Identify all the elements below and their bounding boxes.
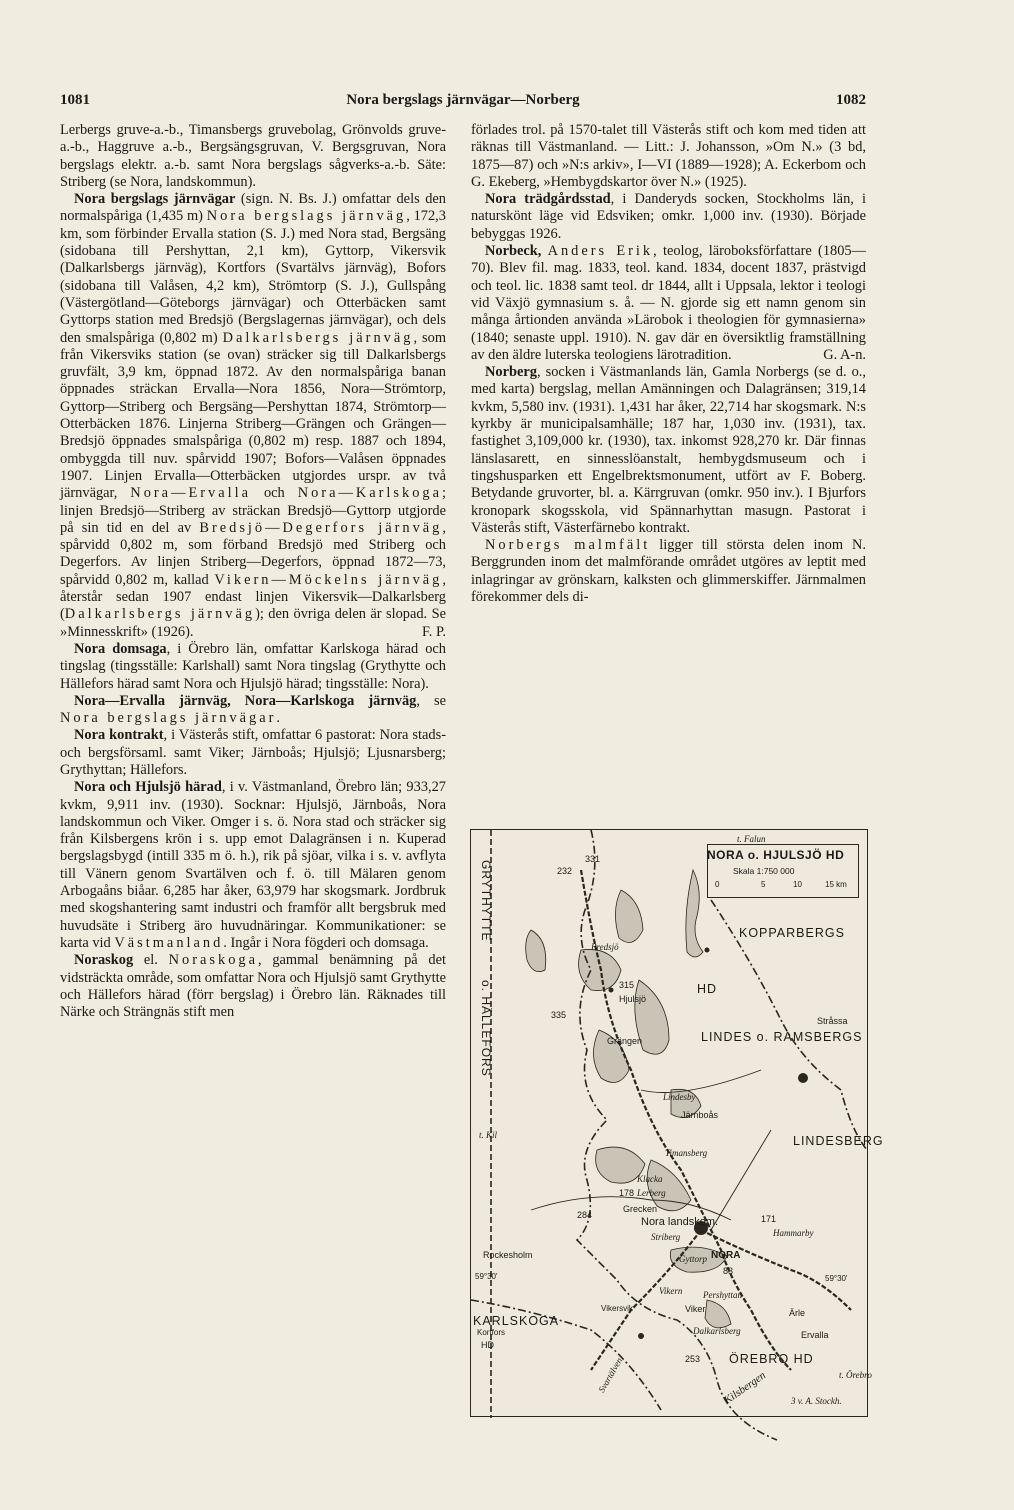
spaced-term: Dalkarlsbergs järnväg: [64, 606, 256, 623]
text: .: [276, 710, 280, 727]
place-label: Klacka: [637, 1174, 663, 1184]
place-label: Vikersvik: [601, 1304, 633, 1313]
text: , i Västerås stift, omfattar 6 pastorat: Nora stads- och bergsförsaml. samt Viker; Järnboås; Hjulsjö; Ljusnarsberg; Grythyttan; Hällefors.: [60, 727, 446, 778]
place-label: Nora landskom.: [641, 1216, 719, 1228]
region-label: HD: [697, 982, 718, 996]
spaced-term: Nora—Ervalla: [130, 485, 252, 502]
place-label: HD: [481, 1340, 494, 1350]
spaced-term: Nora bergslags järnväg: [206, 208, 407, 225]
right-column: [471, 122, 866, 606]
place-label: Ärle: [789, 1308, 806, 1318]
entry-norbeck: [471, 243, 866, 364]
place-label: Bredsjö: [591, 942, 619, 952]
page-number-right: 1082: [836, 92, 866, 108]
latitude-label: 59°30': [475, 1272, 498, 1281]
place-label: 284: [577, 1210, 593, 1220]
place-label: 253: [685, 1354, 701, 1364]
place-label: Gyttorp: [679, 1254, 707, 1264]
paragraph: Lerbergs gruve-a.-b., Timansbergs gruvebolag, Grönvolds gruve-a.-b., Haggruve a.-b., Bergsängsgruvan, V. Bergsgruvan, Nora bergslags elektr. a.-b. samt Nora bergslags sågverks-a.-b. Säte: Striberg (se Nora, landskommun).: [60, 122, 446, 190]
place-label: Dalkarlsberg: [693, 1326, 741, 1336]
place-label: Svartälven: [596, 1355, 625, 1395]
entry-head: Nora—Ervalla järnväg, Nora—Karlskoga järnväg: [74, 692, 417, 709]
scale-tick: 0: [715, 880, 720, 889]
district-boundary: [577, 830, 777, 1440]
place-label: 335: [551, 1010, 567, 1020]
text: , se: [416, 692, 446, 709]
region-label: KOPPARBERGS: [739, 926, 845, 940]
place-label: Pershyttan: [703, 1290, 742, 1300]
entry-head: Nora bergslags järnvägar: [74, 191, 236, 208]
place-label: Stråssa: [817, 1016, 848, 1026]
place-label: Järnboås: [681, 1110, 719, 1120]
page-header: [60, 92, 866, 114]
place-label: Striberg: [651, 1232, 681, 1242]
scale-tick: 10: [793, 880, 802, 889]
text: , i Örebro län, omfattar Karlskoga härad och tingslag (tingsställe: Karlshall) samt Nora tingslag (Grythytte och Hällefors härad samt Nora och Hjulsjö härad; tingsställe: Nora).: [60, 640, 447, 692]
text: (sign. N. Bs. J.) omfattar dels den normalspåriga (1,435 m): [60, 191, 446, 225]
entry-head: Noraskog: [74, 952, 134, 969]
region-label: LINDES o. RAMSBERGS: [701, 1030, 863, 1044]
text: . Ingår i Nora fögderi och domsaga.: [223, 934, 429, 951]
text: , i v. Västmanland, Örebro län; 933,27 kvkm, 9,911 inv. (1930). Socknar: Hjulsjö, Järnboås, Nora landskommun och Viker. Omger i s. ö. Nora stad och sträcker sig från Kilsbergens krön i s. upp emot Dalagränsen i n. Kuperad bergslagsbygd (intill 335 m ö. h.), rik på sjöar, vilka i s. v. avflyta till Vänern genom Svartälven och f. ö. till Mälaren genom Arbogaåns biåar. 6,285 har åker, 63,979 har skogsmark. Jordbruk med skogshantering samt industri och framför allt bergsbruk med huvudsäte i Striberg äro huvudnäringar. Kommunikationer: se karta vid: [60, 779, 446, 951]
spaced-term: Västmanland: [114, 934, 224, 951]
town-dot: [638, 1333, 644, 1339]
signature: F. P.: [421, 623, 446, 640]
town-dot: [798, 1073, 808, 1083]
entry-head: Norbeck,: [485, 243, 542, 260]
scale-tick: 15 km: [825, 880, 847, 889]
spaced-term: Dalkarlsbergs järnväg: [222, 329, 414, 346]
region-label: LINDESBERG: [793, 1134, 884, 1148]
spaced-term: Noraskoga: [168, 952, 258, 969]
entry-head: Nora trädgårdsstad: [485, 191, 611, 208]
town-dot: [609, 988, 614, 993]
region-label: KARLSKOGA: [473, 1314, 560, 1328]
paragraph: förlades trol. på 1570-talet till Västerås stift och kom med tiden att räknas till Västmanland. — Litt.: J. Johansson, »Om N.» (3 bd, 1875—87) och »N:s arkiv», I—VI (1889—1928); A. Eckerbom och G. Ekeberg, »Hembygdskartor över N.» (1925).: [471, 122, 866, 190]
entry-noraskog: [60, 952, 446, 1021]
place-label: NORA: [711, 1250, 741, 1261]
place-label: Kilsbergen: [721, 1369, 768, 1407]
text: , socken i Västmanlands län, Gamla Norbergs (se d. o., med karta) bergslag, mellan Amänningen och Dalagränsen; 319,14 kvkm, 5,580 inv. (1931). 1,431 har åker, 22,714 har skogsmark. N:s kyrkby är municipalsamhälle; 187 har, 1,030 inv. (1931), tax. fastighet 3,109,000 kr. (1930), tax. inkomst 928,270 kr. Där finnas länslasarett, en sinnesslöanstalt, hembygdsmuseum och i tingshusparken ett Engelbrektsmonument, utfört av F. Boberg. Betydande gruvorter, bl. a. Kärrgruvan (omkr. 950 inv.). I Bjurfors kronopark skogsskola, vid Spännarhyttan masugn. Pastorat i Västerås stift, Västerfärnebo kontrakt.: [471, 364, 866, 536]
place-label: 83: [723, 1266, 734, 1276]
page-number-left: 1081: [60, 92, 90, 108]
spaced-term: Bredsjö—Degerfors järnväg: [199, 519, 443, 536]
place-label: Grängen: [607, 1036, 643, 1046]
text: , som från Vikersviks station (se ovan) sträcker sig till Dalkarlsbergs gruvfält, 3,9 km, öppnad 1872. Av den normalspåriga banan öppnades sträckan Ervalla—Nora 1856, Nora—Strömtorp, Gyttorp—Striberg och Bergsäng—Pershyttan 1874, Strömtorp—Otterbäcken 1876. Linjerna Striberg—Grängen och Grängen—Bredsjö öppnades smalspåriga (0,802 m) resp. 1887 och 1894, ombyggda till nuv. spårvidd 1907; Bofors—Valåsen öppnades 1907. Linjen Ervalla—Otterbäcken utgjordes urspr. av två järnvägar,: [60, 329, 447, 502]
entry-nora-hjulsjo-harad: [60, 779, 446, 952]
text: , i Danderyds socken, Stockholms län, i naturskönt läge vid Edsviken; omkr. 1,000 inv. (1930). Började bebyggas 1926.: [471, 191, 866, 242]
entry-nora-kontrakt: [60, 727, 446, 779]
place-label: 178: [619, 1188, 635, 1198]
entry-head: Nora domsaga: [74, 640, 167, 657]
left-column: [60, 122, 446, 1021]
entry-nora-domsaga: [60, 641, 446, 693]
text: , spårvidd 0,802 m, som förband Bredsjö med Striberg och Degerfors. Av linjen Striberg—Degerfors, öppnad 1872—73, spårvidd 0,802 m, kallad: [60, 519, 446, 588]
spaced-term: Norbergs malmfält: [485, 537, 651, 554]
place-label: Hjulsjö: [619, 994, 647, 1004]
entry-head: Nora och Hjulsjö härad: [74, 779, 222, 796]
place-label: 171: [761, 1214, 777, 1224]
text: , 172,3 km, som förbinder Ervalla station (S. J.) med Nora stad, Bergsäng (sidobana till Pershyttan, 2,1 km), Gyttorp, Vikersvik (Dalkarlsbergs järnväg), Kortfors (Svartälvs järnväg), Bofors (sidobana till Valåsen, 4,2 km), Strömtorp (S. J.), Gullspång (Västergötland—Göteborgs järnvägar) och Otterbäcken samt Gyttorps station med Bredsjö (Bergslagernas järnvägar), och dels den smalspåriga (0,802 m): [60, 208, 446, 346]
text: , teolog, läroboksförfattare (1805—70). Blev fil. mag. 1833, teol. kand. 1834, docent 1837, prästvigd och teol. lic. 1838 samt teol. dr 1844, allt i Uppsala, lektor i teologi vid Växjö gymnasium s. å. — N. gjorde sig ett namn genom sin många årtionden använda »Lärobok i theologien för gymnasierna» (1840; senaste uppl. 1910). N. gav där en översiktlig framställning av den äldre luterska teologiens lärotradition.: [471, 243, 866, 363]
scale-tick: 5: [761, 880, 766, 889]
spaced-term: Vikern—Möckelns järnväg: [214, 571, 443, 588]
lake: [615, 890, 643, 943]
place-label: 232: [557, 866, 573, 876]
map-credit: 3 v. A. Stockh.: [791, 1396, 842, 1406]
running-title: Nora bergslags järnvägar—Norberg: [346, 92, 580, 108]
road: [641, 1070, 761, 1093]
lake: [526, 930, 546, 972]
lake: [686, 870, 703, 957]
place-label: Grecken: [623, 1204, 658, 1214]
spaced-term: Nora bergslags järnvägar: [60, 710, 277, 727]
text: el.: [133, 952, 169, 969]
map-title: NORA o. HJULSJÖ HD: [707, 848, 845, 862]
region-label: ÖREBRO HD: [729, 1352, 814, 1366]
entry-norbergs-malmfalt: [471, 537, 866, 606]
entry-nora-ervalla: [60, 693, 446, 728]
text: ; linjen Bredsjö—Striberg av sträckan Bredsjö—Gyttorp utgjorde på sin tid en del av: [60, 485, 446, 536]
text: ); den övriga delen är slopad. Se »Minnesskrift» (1926).: [60, 606, 446, 640]
lake: [705, 1300, 731, 1328]
place-label: Kortfors: [477, 1328, 506, 1337]
region-label: GRYTHYTTE: [479, 860, 493, 942]
map-nora-hjulsjo: [470, 829, 884, 1417]
place-label: t. Örebro: [839, 1370, 872, 1380]
place-label: Lerberg: [637, 1188, 666, 1198]
spaced-term: Anders Erik: [547, 243, 654, 260]
place-label: Vikern: [659, 1286, 683, 1296]
entry-head: Nora kontrakt: [74, 727, 164, 744]
spaced-term: Nora—Karlskoga: [297, 485, 442, 502]
place-label: Viker: [685, 1304, 706, 1314]
entry-norberg: [471, 364, 866, 537]
region-label: o. HÄLLEFORS: [479, 980, 493, 1077]
place-label: Hammarby: [773, 1228, 814, 1238]
place-label: t. Kil: [479, 1130, 498, 1140]
place-label: Rockesholm: [483, 1250, 533, 1260]
entry-nora-tradgardsstad: [471, 191, 866, 243]
place-label: Ervalla: [801, 1330, 829, 1340]
place-label: Lindesby: [663, 1092, 696, 1102]
town-dot: [705, 948, 710, 953]
text: , återstår sedan 1907 endast linjen Vikersvik—Dalkarlsberg (: [60, 571, 446, 623]
signature: G. A-n.: [823, 346, 866, 363]
text: ligger till största delen inom N. Berggrunden inom det malmförande området utgöres av leptit med inlagringar av grönskarn, kalksten och glimmerskiffer. Järnmalmen förekommer dels di-: [471, 537, 867, 606]
map-scale: Skala 1:750 000: [733, 866, 795, 876]
place-label: 315: [619, 980, 635, 990]
entry-head: Norberg: [485, 364, 537, 381]
place-label: 331: [585, 854, 601, 864]
latitude-label: 59°30': [825, 1274, 848, 1283]
place-label: Timansberg: [665, 1148, 708, 1158]
text: och: [251, 485, 298, 502]
lake: [579, 949, 621, 990]
text: , gammal benämning på det vidsträckta område, som omfattar Nora och Hjulsjö samt Grythytte och Hällefors härad (förr bergslag) i Örebro län. Räknades till Närke och Strängnäs stift men: [60, 952, 446, 1021]
entry-nora-bergslags-jarnvagar: [60, 191, 446, 641]
place-label: t. Falun: [737, 834, 766, 844]
